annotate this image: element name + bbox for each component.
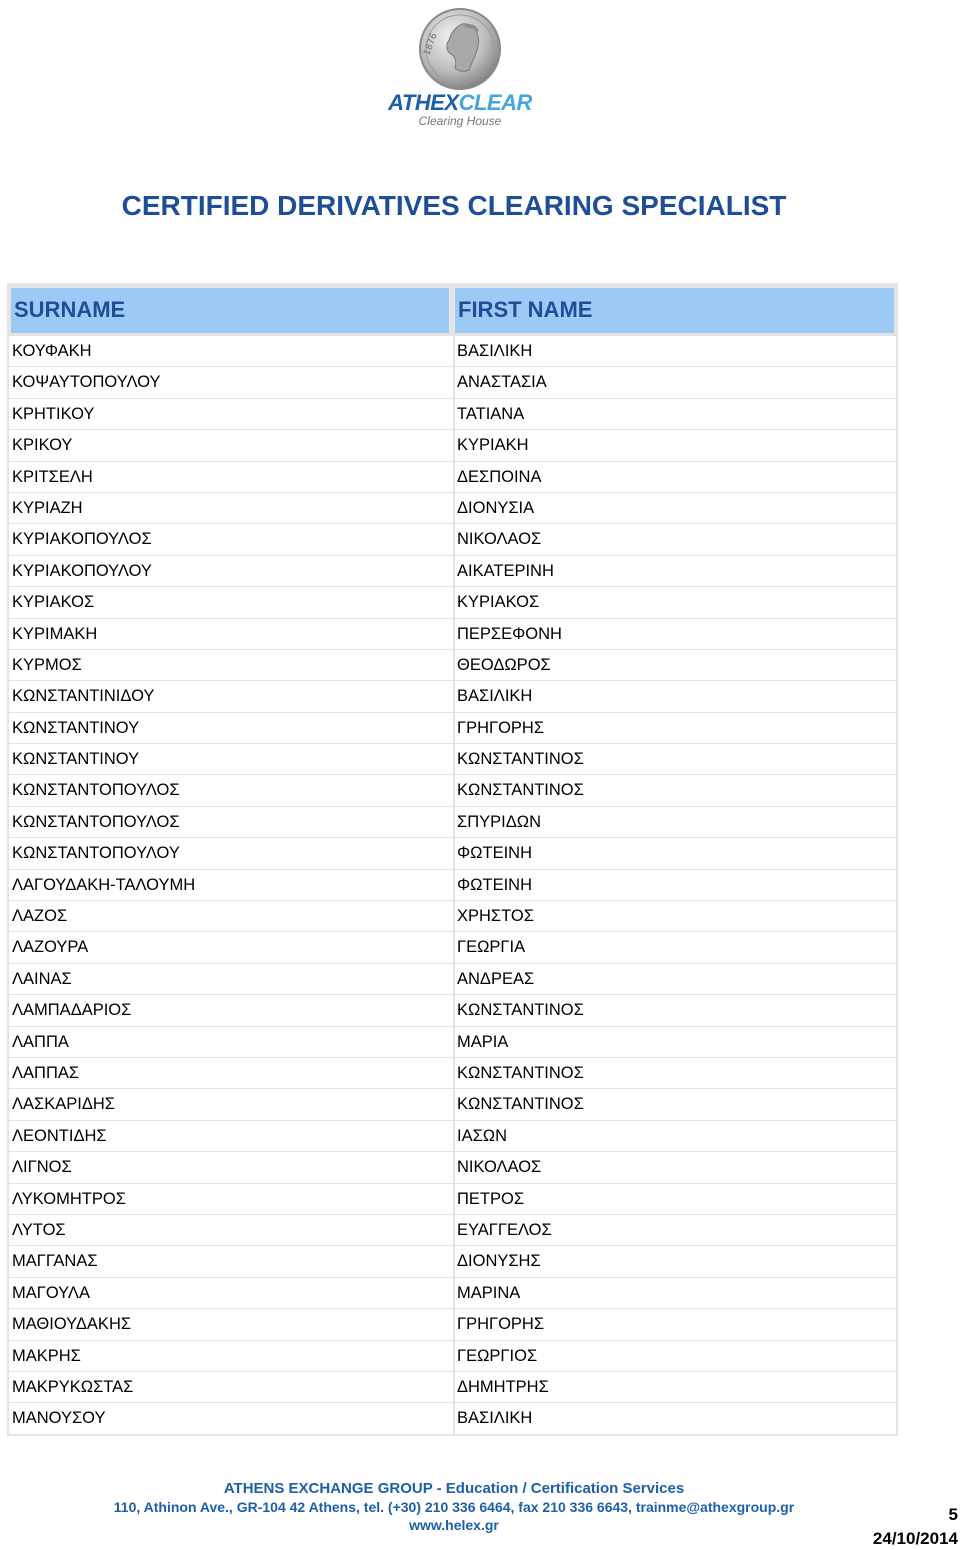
table-row [9,398,896,429]
surname-cell: ΚΩΝΣΤΑΝΤΙΝΟΥ [9,713,455,743]
specialist-table [7,283,898,1436]
surname-cell: ΚΩΝΣΤΑΝΤΙΝΟΥ [9,744,455,774]
table-row [9,461,896,492]
table-row [9,994,896,1025]
surname-cell: ΜΑΘΙΟΥΔΑΚΗΣ [9,1309,455,1339]
surname-cell: ΛΑΓΟΥΔΑΚΗ-ΤΑΛΟΥΜΗ [9,870,455,900]
first-name-cell: ΑΝΔΡΕΑΣ [457,969,535,988]
first-name-cell: ΔΕΣΠΟΙΝΑ [457,467,542,486]
surname-cell: ΛΑΖΟΥΡΑ [9,932,455,962]
first-name-cell: ΓΕΩΡΓΙΑ [457,938,526,957]
brand-part-athex: ATHEX [388,90,459,115]
table-row [9,335,896,366]
header-first-name: FIRST NAME [455,288,894,333]
surname-cell: ΜΑΝΟΥΣΟΥ [9,1403,455,1433]
coin-year: 1876 [422,32,440,58]
surname-cell: ΚΟΥΦΑΚΗ [9,336,455,366]
first-name-cell: ΚΥΡΙΑΚΟΣ [457,593,540,612]
surname-cell: ΚΥΡΙΑΖΗ [9,493,455,523]
table-row [9,366,896,397]
surname-cell: ΚΩΝΣΤΑΝΤΙΝΙΔΟΥ [9,681,455,711]
page-title: CERTIFIED DERIVATIVES CLEARING SPECIALIST [121,190,787,221]
table-row [9,1277,896,1308]
first-name-cell: ΚΩΝΣΤΑΝΤΙΝΟΣ [457,1095,584,1114]
surname-cell: ΜΑΓΟΥΛΑ [9,1278,455,1308]
first-name-cell: ΚΥΡΙΑΚΗ [457,436,529,455]
surname-cell: ΛΑΖΟΣ [9,901,455,931]
first-name-cell: ΚΩΝΣΤΑΝΤΙΝΟΣ [457,1001,584,1020]
surname-cell: ΚΟΨΑΥΤΟΠΟΥΛΟΥ [9,367,455,397]
surname-cell: ΚΥΡΙΑΚΟΠΟΥΛΟΥ [9,556,455,586]
table-row [9,963,896,994]
first-name-cell: ΒΑΣΙΛΙΚΗ [457,687,533,706]
first-name-cell: ΝΙΚΟΛΑΟΣ [457,530,542,549]
surname-cell: ΛΑΙΝΑΣ [9,964,455,994]
surname-cell: ΜΑΓΓΑΝΑΣ [9,1246,455,1276]
first-name-cell: ΓΡΗΓΟΡΗΣ [457,718,545,737]
surname-cell: ΛΑΣΚΑΡΙΔΗΣ [9,1089,455,1119]
surname-cell: ΚΡΙΤΣΕΛΗ [9,462,455,492]
surname-cell: ΚΩΝΣΤΑΝΤΟΠΟΥΛΟΣ [9,807,455,837]
table-row [9,774,896,805]
first-name-cell: ΓΕΩΡΓΙΟΣ [457,1346,538,1365]
first-name-cell: ΕΥΑΓΓΕΛΟΣ [457,1220,552,1239]
first-name-cell: ΜΑΡΙΝΑ [457,1283,521,1302]
table-row [9,680,896,711]
table-row [9,1088,896,1119]
surname-cell: ΚΩΝΣΤΑΝΤΟΠΟΥΛΟΥ [9,838,455,868]
first-name-cell: ΑΝΑΣΤΑΣΙΑ [457,373,547,392]
table-row [9,649,896,680]
first-name-cell: ΜΑΡΙΑ [457,1032,509,1051]
footer-website: www.helex.gr [409,1517,499,1533]
first-name-cell: ΔΙΟΝΥΣΙΑ [457,498,535,517]
first-name-cell: ΦΩΤΕΙΝΗ [457,875,532,894]
table-row [9,900,896,931]
first-name-cell: ΧΡΗΣΤΟΣ [457,907,534,926]
first-name-cell: ΒΑΣΙΛΙΚΗ [457,342,533,360]
table-row [9,618,896,649]
footer-org: ATHENS EXCHANGE GROUP - Education / Certification Services [223,1480,685,1497]
page-number: 5 [948,1505,958,1524]
table-row [9,931,896,962]
table-row [9,429,896,460]
first-name-cell: ΓΡΗΓΟΡΗΣ [457,1315,545,1334]
surname-cell: ΚΥΡΜΟΣ [9,650,455,680]
table-row [9,1371,896,1402]
first-name-cell: ΙΑΣΩΝ [457,1126,508,1145]
table-row [9,1183,896,1214]
table-row [9,586,896,617]
document-date: 24/10/2014 [872,1529,958,1548]
table-header [9,285,896,335]
brand-subtitle: Clearing House [418,114,502,128]
first-name-cell: ΝΙΚΟΛΑΟΣ [457,1158,542,1177]
surname-cell: ΚΥΡΙΑΚΟΠΟΥΛΟΣ [9,524,455,554]
table-row [9,712,896,743]
table-row [9,1340,896,1371]
table-row [9,1026,896,1057]
first-name-cell: ΣΠΥΡΙΔΩΝ [457,812,541,831]
first-name-cell: ΔΗΜΗΤΡΗΣ [457,1377,549,1396]
surname-cell: ΚΡΙΚΟΥ [9,430,455,460]
surname-cell: ΛΥΤΟΣ [9,1215,455,1245]
footer [0,1480,908,1534]
surname-cell: ΛΕΟΝΤΙΔΗΣ [9,1121,455,1151]
surname-cell: ΛΑΠΠΑ [9,1027,455,1057]
table-row [9,1120,896,1151]
surname-cell: ΛΑΜΠΑΔΑΡΙΟΣ [9,995,455,1025]
first-name-cell: ΒΑΣΙΛΙΚΗ [457,1409,533,1428]
first-name-cell: ΠΕΤΡΟΣ [457,1189,525,1208]
surname-cell: ΚΥΡΙΑΚΟΣ [9,587,455,617]
first-name-cell: ΚΩΝΣΤΑΝΤΙΝΟΣ [457,750,584,769]
header-surname: SURNAME [11,288,449,333]
first-name-cell: ΔΙΟΝΥΣΗΣ [457,1252,541,1271]
first-name-cell: ΘΕΟΔΩΡΟΣ [457,655,551,674]
table-row [9,837,896,868]
surname-cell: ΛΑΠΠΑΣ [9,1058,455,1088]
first-name-cell: ΑΙΚΑΤΕΡΙΝΗ [457,561,554,580]
athexclear-logo [380,6,540,126]
table-row [9,555,896,586]
first-name-cell: ΤΑΤΙΑΝΑ [457,404,525,423]
footer-address: 110, Athinon Ave., GR-104 42 Athens, tel. (+30) 210 336 6464, fax 210 336 6643, trainme@athexgroup.gr [113,1499,795,1515]
hermes-coin-icon [415,6,505,92]
brand-part-clear: CLEAR [458,90,532,115]
table-row [9,523,896,554]
table-row [9,869,896,900]
brand-wordmark [380,92,540,114]
table-body [9,335,896,1434]
first-name-cell: ΚΩΝΣΤΑΝΤΙΝΟΣ [457,781,584,800]
surname-cell: ΜΑΚΡΗΣ [9,1341,455,1371]
table-row [9,743,896,774]
table-row [9,1214,896,1245]
table-row [9,806,896,837]
table-row [9,1402,896,1433]
surname-cell: ΚΡΗΤΙΚΟΥ [9,399,455,429]
first-name-cell: ΚΩΝΣΤΑΝΤΙΝΟΣ [457,1063,584,1082]
table-row [9,492,896,523]
first-name-cell: ΠΕΡΣΕΦΟΝΗ [457,624,562,643]
table-row [9,1057,896,1088]
table-row [9,1245,896,1276]
surname-cell: ΛΙΓΝΟΣ [9,1152,455,1182]
surname-cell: ΚΩΝΣΤΑΝΤΟΠΟΥΛΟΣ [9,775,455,805]
surname-cell: ΜΑΚΡΥΚΩΣΤΑΣ [9,1372,455,1402]
table-row [9,1151,896,1182]
first-name-cell: ΦΩΤΕΙΝΗ [457,844,532,863]
surname-cell: ΚΥΡΙΜΑΚΗ [9,619,455,649]
surname-cell: ΛΥΚΟΜΗΤΡΟΣ [9,1184,455,1214]
table-row [9,1308,896,1339]
